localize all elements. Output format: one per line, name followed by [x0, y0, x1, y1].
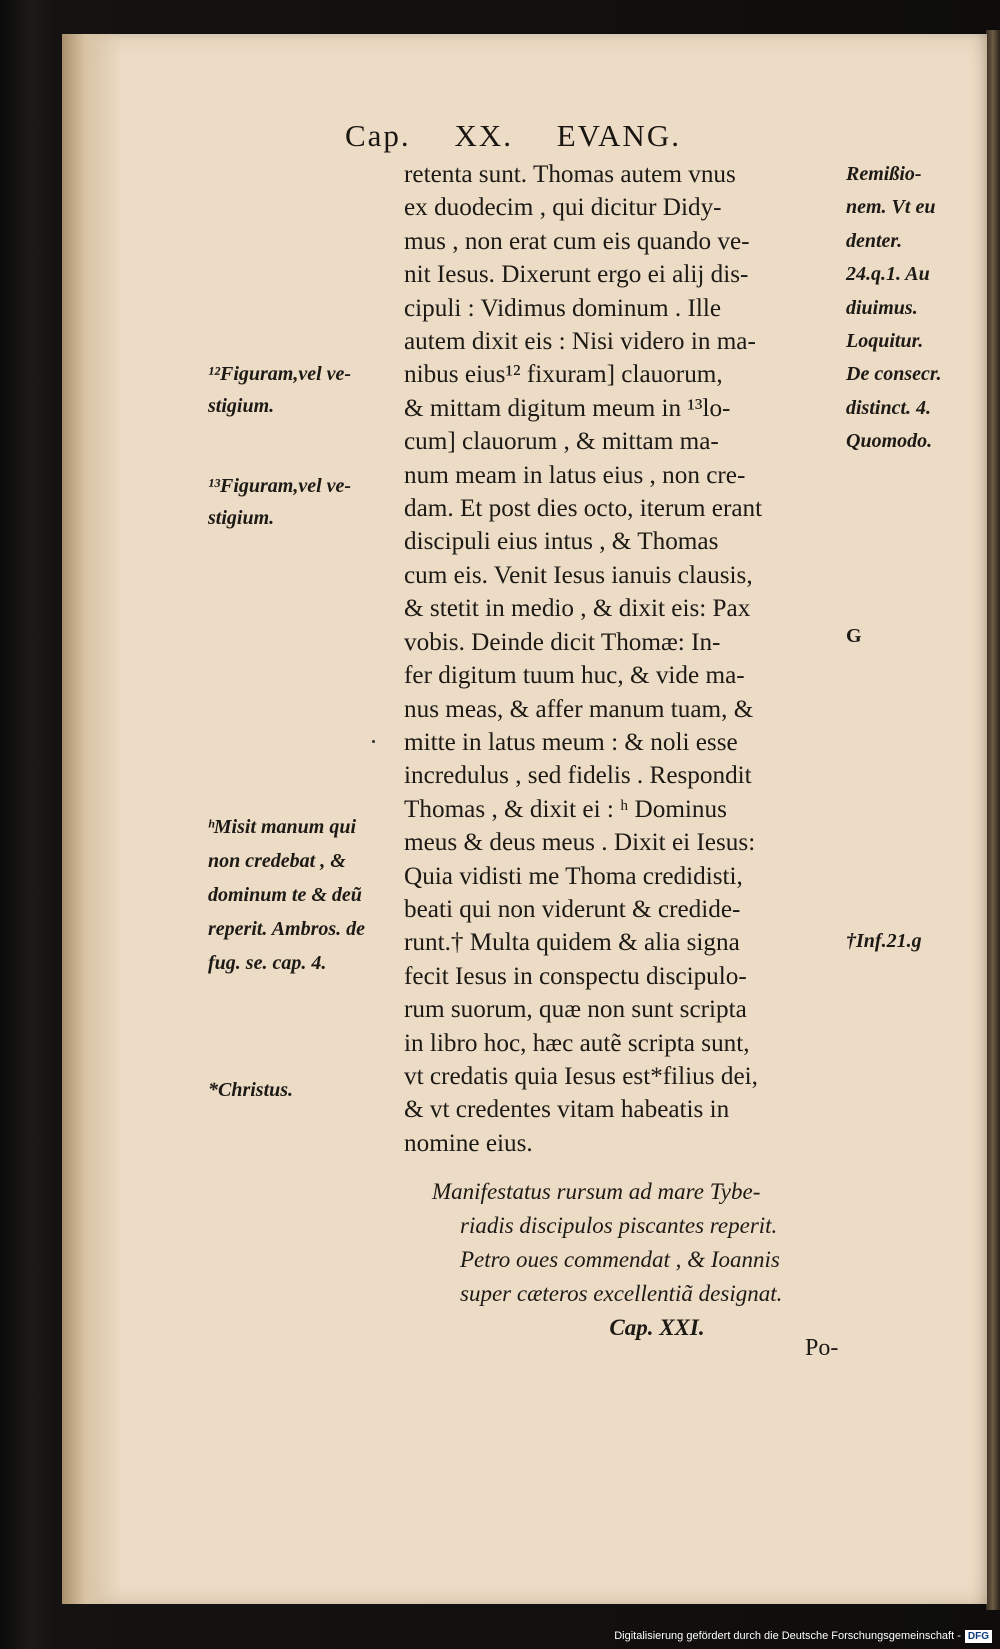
margin-note-line: distinct. 4. — [846, 396, 932, 419]
text-line: beati qui non viderunt & credide- — [404, 895, 741, 923]
text-line: nibus eius¹² fixuram] clauorum, — [404, 361, 723, 389]
margin-note-line: non credebat , & — [208, 850, 346, 872]
cross-reference-note: †Inf.21.g — [846, 930, 922, 952]
text-line: dam. Et post dies octo, iterum erant — [404, 495, 763, 523]
margin-note-line: Quomodo. — [846, 430, 933, 453]
text-line: fecit Iesus in conspectu discipulo- — [404, 962, 747, 990]
text-line: nomine eius. — [404, 1129, 533, 1157]
book-edge — [986, 30, 1000, 1610]
text-line: Thomas , & dixit ei : ʰ Dominus — [404, 795, 727, 823]
marginal-note-h — [208, 810, 418, 980]
text-line: retenta sunt. Thomas autem vnus — [404, 161, 736, 188]
text-line: discipuli eius intus , & Thomas — [404, 528, 719, 556]
credit-text: Digitalisierung gefördert durch die Deutsche Forschungsgemeinschaft - — [614, 1630, 961, 1642]
marginal-note-13 — [208, 470, 418, 534]
text-line: autem dixit eis : Nisi videro in ma- — [404, 328, 756, 356]
text-line: & mittam digitum meum in ¹³lo- — [404, 394, 731, 422]
digitization-credit — [614, 1629, 992, 1643]
margin-note-line: ¹³Figuram,vel ve- — [208, 475, 352, 497]
text-line: cipuli : Vidimus dominum . Ille — [404, 294, 722, 322]
text-line: cum eis. Venit Iesus ianuis clausis, — [404, 561, 753, 589]
right-marginal-notes — [846, 158, 986, 459]
margin-note-line: reperit. Ambros. de — [208, 918, 366, 940]
ink-speck — [372, 740, 375, 743]
marginal-note-12 — [208, 358, 418, 422]
text-line: runt.† Multa quidem & alia signa — [404, 929, 740, 957]
chapter-heading: Cap. XXI. — [609, 1315, 705, 1340]
page-gutter-shadow — [62, 34, 122, 1604]
text-line: cum] clauorum , & mittam ma- — [404, 428, 719, 456]
text-line: incredulus , sed fidelis . Respondit — [404, 762, 752, 790]
text-line: rum suorum, quæ non sunt scripta — [404, 996, 747, 1024]
summary-line: Petro oues commendat , & Ioannis — [460, 1247, 780, 1272]
text-line: mus , non erat cum eis quando ve- — [404, 227, 750, 255]
margin-note-line: denter. — [846, 229, 903, 252]
margin-note-line: 24.q.1. Au — [846, 263, 930, 286]
header-title: EVANG. — [556, 118, 681, 153]
summary-line: riadis discipulos piscantes reperit. — [460, 1213, 778, 1238]
text-line: mitte in latus meum : & noli esse — [404, 728, 738, 756]
dfg-logo: DFG — [965, 1630, 992, 1643]
main-text-block — [404, 158, 854, 1160]
text-line: Quia vidisti me Thoma credidisti, — [404, 862, 743, 890]
running-header — [345, 118, 715, 154]
text-line: num meam in latus eius , non cre- — [404, 461, 746, 489]
margin-note-line: ʰMisit manum qui — [208, 816, 357, 838]
margin-note-line: ¹²Figuram,vel ve- — [208, 363, 352, 385]
header-cap: Cap. — [345, 118, 411, 153]
text-line: fer digitum tuum huc, & vide ma- — [404, 662, 745, 690]
text-line: & stetit in medio , & dixit eis: Pax — [404, 595, 751, 623]
margin-note-line: nem. Vt eu — [846, 196, 936, 219]
margin-signature-g: G — [846, 625, 862, 647]
header-chapter-number: XX. — [454, 118, 513, 153]
margin-note-line: diuimus. — [846, 296, 918, 319]
margin-note-line: De consecr. — [846, 363, 942, 386]
text-line: meus & deus meus . Dixit ei Iesus: — [404, 829, 756, 857]
catchword: Po- — [805, 1335, 839, 1361]
chapter-summary — [432, 1175, 862, 1345]
margin-note-line: Loquitur. — [846, 330, 924, 353]
margin-note-line: dominum te & deũ — [208, 884, 362, 906]
text-line: ex duodecim , qui dicitur Didy- — [404, 194, 722, 222]
text-line: vobis. Deinde dicit Thomæ: In- — [404, 628, 721, 656]
margin-note-line: Remißio- — [846, 163, 922, 185]
text-line: in libro hoc, hæc autẽ scripta sunt, — [404, 1029, 750, 1057]
margin-note-line: stigium. — [208, 395, 275, 417]
text-line: & vt credentes vitam habeatis in — [404, 1096, 730, 1124]
marginal-note-star: *Christus. — [208, 1079, 294, 1101]
summary-line: Manifestatus rursum ad mare Tybe- — [432, 1179, 761, 1204]
text-line: vt credatis quia Iesus est*filius dei, — [404, 1062, 758, 1090]
summary-line: super cæteros excellentiã designat. — [460, 1281, 783, 1306]
text-line: nus meas, & affer manum tuam, & — [404, 695, 754, 723]
margin-note-line: fug. se. cap. 4. — [208, 952, 327, 974]
text-line: nit Iesus. Dixerunt ergo ei alij dis- — [404, 261, 749, 289]
margin-note-line: stigium. — [208, 507, 275, 529]
